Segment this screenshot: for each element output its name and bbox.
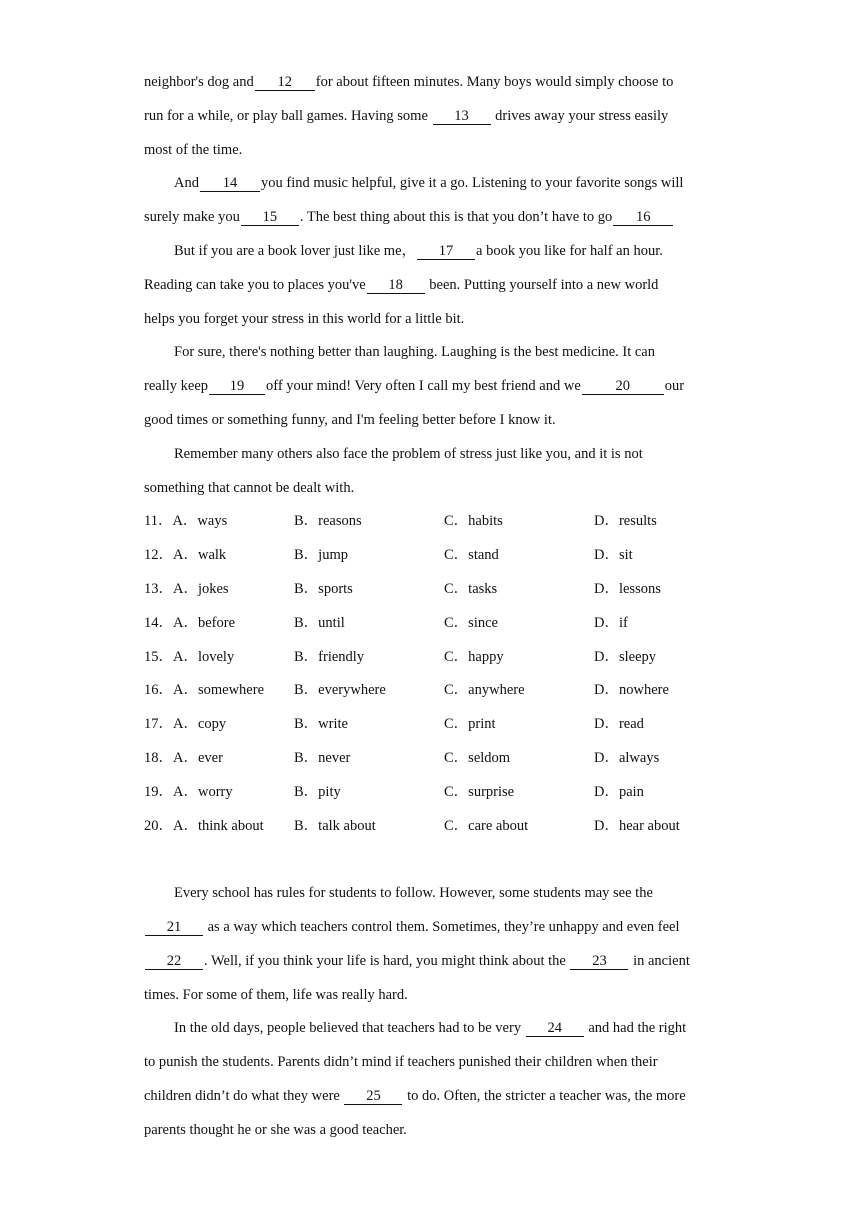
option-c[interactable]: C．surprise <box>444 783 515 800</box>
passage-line: Remember many others also face the problem of stress just like you, and it is not <box>174 445 643 462</box>
blank-13[interactable]: 13 <box>433 109 491 125</box>
passage-line <box>144 370 724 404</box>
passage-line: most of the time. <box>144 141 243 158</box>
text: and had the right <box>588 1020 687 1037</box>
passage-line: good times or something funny, and I'm feeling better before I know it. <box>144 411 556 428</box>
text: you find music helpful, give it a go. Listening to your favorite songs will <box>260 175 684 192</box>
text: children didn’t do what they were <box>144 1087 340 1104</box>
blank-17[interactable]: 17 <box>417 244 475 260</box>
passage-line <box>144 269 724 303</box>
question-row-12 <box>144 539 724 573</box>
option-a[interactable]: 19．A．worry <box>144 783 233 800</box>
option-b[interactable]: B．pity <box>294 783 341 800</box>
question-row-16 <box>144 674 724 708</box>
document-page <box>144 66 724 1148</box>
option-c[interactable]: C．habits <box>444 513 503 530</box>
passage-line: times. For some of them, life was really hard. <box>144 986 408 1003</box>
question-options <box>144 505 724 843</box>
question-row-15 <box>144 641 724 675</box>
blank-24[interactable]: 24 <box>526 1021 584 1037</box>
option-d[interactable]: D．always <box>594 749 660 766</box>
option-a[interactable]: 12．A．walk <box>144 547 227 564</box>
text: . The best thing about this is that you don’t have to go <box>299 209 613 226</box>
blank-22[interactable]: 22 <box>145 954 203 970</box>
option-a[interactable]: 13．A．jokes <box>144 580 229 597</box>
passage-line: something that cannot be dealt with. <box>144 479 355 496</box>
option-d[interactable]: D．read <box>594 716 644 733</box>
question-row-13 <box>144 573 724 607</box>
option-a[interactable]: 11．A．ways <box>144 513 228 530</box>
option-d[interactable]: D．pain <box>594 783 644 800</box>
option-d[interactable]: D．hear about <box>594 817 680 834</box>
text: been. Putting yourself into a new world <box>429 276 659 293</box>
option-d[interactable]: D．nowhere <box>594 682 669 699</box>
passage-line <box>144 1080 724 1114</box>
option-c[interactable]: C．anywhere <box>444 682 525 699</box>
passage-line: helps you forget your stress in this world for a little bit. <box>144 310 465 327</box>
option-a[interactable]: 14．A．before <box>144 614 236 631</box>
option-b[interactable]: B．everywhere <box>294 682 386 699</box>
option-b[interactable]: B．never <box>294 749 351 766</box>
text: Reading can take you to places you've <box>144 276 366 293</box>
passage-line: Every school has rules for students to follow. However, some students may see the <box>174 885 653 902</box>
option-a[interactable]: 20．A．think about <box>144 817 264 834</box>
blank-25[interactable]: 25 <box>344 1089 402 1105</box>
option-a[interactable]: 16．A．somewhere <box>144 682 265 699</box>
blank-19[interactable]: 19 <box>209 379 265 395</box>
option-c[interactable]: C．stand <box>444 547 499 564</box>
text: In the old days, people believed that teachers had to be very <box>174 1020 522 1037</box>
passage-line <box>144 1012 724 1046</box>
option-b[interactable]: B．talk about <box>294 817 376 834</box>
passage-line <box>144 945 724 979</box>
option-c[interactable]: C．seldom <box>444 749 511 766</box>
option-b[interactable]: B．until <box>294 614 345 631</box>
option-d[interactable]: D．results <box>594 513 657 530</box>
question-row-17 <box>144 708 724 742</box>
text: really keep <box>144 378 209 395</box>
passage-line <box>144 235 724 269</box>
option-b[interactable]: B．jump <box>294 547 348 564</box>
option-b[interactable]: B．friendly <box>294 648 365 665</box>
text: to do. Often, the stricter a teacher was, the more <box>407 1087 686 1104</box>
blank-20[interactable]: 20 <box>582 379 664 395</box>
question-row-14 <box>144 607 724 641</box>
passage-line: For sure, there's nothing better than laughing. Laughing is the best medicine. It can <box>174 344 655 361</box>
text: But if you are a book lover just like me， <box>174 242 417 259</box>
text: run for a while, or play ball games. Having some <box>144 107 428 124</box>
blank-14[interactable]: 14 <box>200 176 260 192</box>
blank-21[interactable]: 21 <box>145 920 203 936</box>
option-b[interactable]: B．reasons <box>294 513 362 530</box>
blank-12[interactable]: 12 <box>255 75 315 91</box>
option-d[interactable]: D．lessons <box>594 580 661 597</box>
passage-line <box>144 167 724 201</box>
blank-15[interactable]: 15 <box>241 210 299 226</box>
text: in ancient <box>633 952 690 969</box>
passage-line <box>144 100 724 134</box>
blank-18[interactable]: 18 <box>367 278 425 294</box>
passage-line <box>144 201 724 235</box>
text: . Well, if you think your life is hard, you might think about the <box>204 952 566 969</box>
option-a[interactable]: 17．A．copy <box>144 716 227 733</box>
text: off your mind! Very often I call my best friend and we <box>266 378 581 395</box>
option-c[interactable]: C．print <box>444 716 496 733</box>
text: a book you like for half an hour. <box>476 242 663 259</box>
text: And <box>174 175 199 192</box>
text: our <box>664 378 685 395</box>
blank-16[interactable]: 16 <box>613 210 673 226</box>
option-a[interactable]: 18．A．ever <box>144 749 223 766</box>
option-b[interactable]: B．write <box>294 716 348 733</box>
option-d[interactable]: D．sit <box>594 547 633 564</box>
option-b[interactable]: B．sports <box>294 580 353 597</box>
option-c[interactable]: C．care about <box>444 817 529 834</box>
passage-line <box>144 66 724 100</box>
passage-line: parents thought he or she was a good teacher. <box>144 1121 407 1138</box>
option-c[interactable]: C．since <box>444 614 498 631</box>
option-d[interactable]: D．sleepy <box>594 648 657 665</box>
question-row-19 <box>144 776 724 810</box>
option-a[interactable]: 15．A．lovely <box>144 648 235 665</box>
text: as a way which teachers control them. Sometimes, they’re unhappy and even feel <box>207 918 680 935</box>
text: neighbor's dog and <box>144 74 254 90</box>
blank-23[interactable]: 23 <box>570 954 628 970</box>
text: surely make you <box>144 209 240 226</box>
passage-line <box>144 911 724 945</box>
text: for about fifteen minutes. Many boys would simply choose to <box>315 74 674 90</box>
section-spacer <box>144 843 724 877</box>
question-row-11 <box>144 505 724 539</box>
option-c[interactable]: C．happy <box>444 648 504 665</box>
option-d[interactable]: D．if <box>594 614 628 631</box>
question-row-18 <box>144 742 724 776</box>
passage-line: to punish the students. Parents didn’t mind if teachers punished their children when their <box>144 1054 658 1071</box>
option-c[interactable]: C．tasks <box>444 580 498 597</box>
text: drives away your stress easily <box>495 107 669 124</box>
question-row-20 <box>144 810 724 844</box>
